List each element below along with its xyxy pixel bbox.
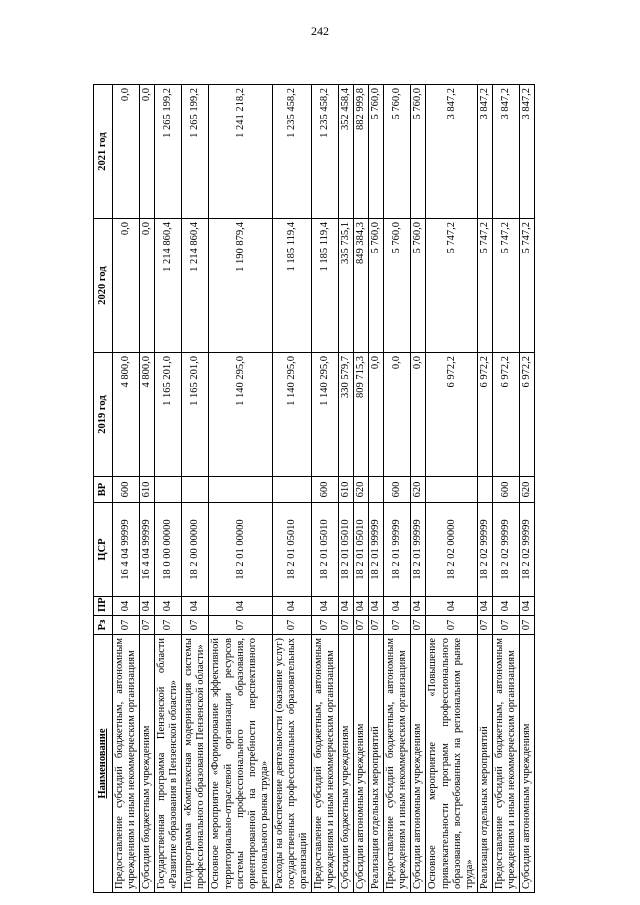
cell-2019: 330 579,7 bbox=[339, 353, 354, 477]
cell-vr bbox=[426, 477, 477, 503]
cell-2020: 1 185 119,4 bbox=[311, 219, 338, 353]
cell-csr: 18 2 00 00000 bbox=[182, 503, 209, 597]
cell-rz: 07 bbox=[384, 616, 411, 635]
cell-2019: 0,0 bbox=[369, 353, 384, 477]
table-row bbox=[311, 85, 338, 893]
cell-2020: 0,0 bbox=[140, 219, 155, 353]
cell-2020: 335 735,1 bbox=[339, 219, 354, 353]
header-pr: ПР bbox=[94, 597, 113, 616]
cell-csr: 16 4 04 99999 bbox=[140, 503, 155, 597]
table-row bbox=[426, 85, 477, 893]
cell-vr: 620 bbox=[354, 477, 369, 503]
cell-2019: 809 715,3 bbox=[354, 353, 369, 477]
cell-csr: 16 4 04 99999 bbox=[113, 503, 140, 597]
cell-2020: 0,0 bbox=[113, 219, 140, 353]
cell-2021: 3 847,2 bbox=[519, 85, 534, 219]
header-2020: 2020 год bbox=[94, 219, 113, 353]
cell-csr: 18 2 01 05010 bbox=[311, 503, 338, 597]
cell-rz: 07 bbox=[477, 616, 492, 635]
cell-2021: 1 241 218,2 bbox=[209, 85, 272, 219]
cell-rz: 07 bbox=[339, 616, 354, 635]
cell-pr: 04 bbox=[477, 597, 492, 616]
cell-2021: 3 847,2 bbox=[477, 85, 492, 219]
cell-pr: 04 bbox=[182, 597, 209, 616]
cell-pr: 04 bbox=[384, 597, 411, 616]
rotated-table-container bbox=[93, 85, 559, 893]
cell-name: Государственная программа Пензенской области «Развитие образования в Пензенской области» bbox=[155, 635, 182, 893]
cell-vr bbox=[272, 477, 311, 503]
cell-name: Предоставление субсидий бюджетным, автономным учреждениям и иным некоммерческим организациям bbox=[113, 635, 140, 893]
cell-2019: 1 140 295,0 bbox=[272, 353, 311, 477]
cell-2020: 5 760,0 bbox=[384, 219, 411, 353]
cell-2019: 0,0 bbox=[384, 353, 411, 477]
cell-vr: 600 bbox=[113, 477, 140, 503]
cell-2021: 1 235 458,2 bbox=[311, 85, 338, 219]
cell-2021: 882 999,8 bbox=[354, 85, 369, 219]
cell-vr: 600 bbox=[492, 477, 519, 503]
cell-pr: 04 bbox=[113, 597, 140, 616]
table-row bbox=[384, 85, 411, 893]
cell-vr bbox=[477, 477, 492, 503]
cell-vr: 620 bbox=[411, 477, 426, 503]
cell-2020: 5 747,2 bbox=[492, 219, 519, 353]
cell-2019: 6 972,2 bbox=[519, 353, 534, 477]
cell-name: Подпрограмма «Комплексная модернизация системы профессионального образования Пензенской области» bbox=[182, 635, 209, 893]
cell-pr: 04 bbox=[209, 597, 272, 616]
table-row bbox=[519, 85, 534, 893]
budget-table bbox=[93, 84, 535, 893]
cell-2019: 1 140 295,0 bbox=[311, 353, 338, 477]
cell-rz: 07 bbox=[140, 616, 155, 635]
cell-csr: 18 2 02 99999 bbox=[519, 503, 534, 597]
cell-csr: 18 2 02 00000 bbox=[426, 503, 477, 597]
cell-pr: 04 bbox=[140, 597, 155, 616]
cell-2019: 1 140 295,0 bbox=[209, 353, 272, 477]
header-2021: 2021 год bbox=[94, 85, 113, 219]
cell-rz: 07 bbox=[182, 616, 209, 635]
cell-csr: 18 2 01 05010 bbox=[354, 503, 369, 597]
cell-name: Предоставление субсидий бюджетным, автономным учреждениям и иным некоммерческим организациям bbox=[384, 635, 411, 893]
cell-2020: 849 384,3 bbox=[354, 219, 369, 353]
cell-pr: 04 bbox=[411, 597, 426, 616]
cell-rz: 07 bbox=[492, 616, 519, 635]
cell-rz: 07 bbox=[209, 616, 272, 635]
cell-pr: 04 bbox=[311, 597, 338, 616]
cell-csr: 18 2 01 99999 bbox=[369, 503, 384, 597]
cell-2021: 1 235 458,2 bbox=[272, 85, 311, 219]
cell-rz: 07 bbox=[354, 616, 369, 635]
cell-vr: 620 bbox=[519, 477, 534, 503]
cell-vr: 600 bbox=[384, 477, 411, 503]
table-row bbox=[272, 85, 311, 893]
cell-pr: 04 bbox=[354, 597, 369, 616]
cell-2019: 0,0 bbox=[411, 353, 426, 477]
cell-name: Субсидии бюджетным учреждениям bbox=[339, 635, 354, 893]
table-header-row bbox=[94, 85, 113, 893]
cell-rz: 07 bbox=[311, 616, 338, 635]
cell-name: Предоставление субсидий бюджетным, автономным учреждениям и иным некоммерческим организациям bbox=[311, 635, 338, 893]
table-row bbox=[411, 85, 426, 893]
cell-vr bbox=[182, 477, 209, 503]
cell-pr: 04 bbox=[155, 597, 182, 616]
cell-2020: 1 214 860,4 bbox=[182, 219, 209, 353]
cell-2021: 5 760,0 bbox=[411, 85, 426, 219]
cell-name: Субсидии автономным учреждениям bbox=[411, 635, 426, 893]
cell-vr bbox=[209, 477, 272, 503]
cell-rz: 07 bbox=[426, 616, 477, 635]
cell-2019: 6 972,2 bbox=[426, 353, 477, 477]
cell-csr: 18 2 02 99999 bbox=[492, 503, 519, 597]
cell-pr: 04 bbox=[272, 597, 311, 616]
cell-csr: 18 2 02 99999 bbox=[477, 503, 492, 597]
cell-2021: 352 458,4 bbox=[339, 85, 354, 219]
cell-vr: 600 bbox=[311, 477, 338, 503]
cell-2019: 6 972,2 bbox=[492, 353, 519, 477]
cell-2021: 3 847,2 bbox=[426, 85, 477, 219]
table-row bbox=[155, 85, 182, 893]
cell-vr: 610 bbox=[140, 477, 155, 503]
header-csr: ЦСР bbox=[94, 503, 113, 597]
cell-name: Предоставление субсидий бюджетным, автономным учреждениям и иным некоммерческим организациям bbox=[492, 635, 519, 893]
cell-vr: 610 bbox=[339, 477, 354, 503]
cell-2019: 4 800,0 bbox=[140, 353, 155, 477]
header-rz: Рз bbox=[94, 616, 113, 635]
cell-name: Субсидии автономным учреждениям bbox=[519, 635, 534, 893]
cell-2021: 5 760,0 bbox=[369, 85, 384, 219]
cell-pr: 04 bbox=[492, 597, 519, 616]
cell-2021: 5 760,0 bbox=[384, 85, 411, 219]
header-2019: 2019 год bbox=[94, 353, 113, 477]
table-row bbox=[209, 85, 272, 893]
header-name: Наименование bbox=[94, 635, 113, 893]
cell-rz: 07 bbox=[113, 616, 140, 635]
cell-csr: 18 2 01 00000 bbox=[209, 503, 272, 597]
cell-2021: 1 265 199,2 bbox=[182, 85, 209, 219]
cell-name: Основное мероприятие «Формирование эффективной территориально-отраслевой организации ресурсов системы профессионального образования, ориентированной на потребности перспективного регионального рынка труда» bbox=[209, 635, 272, 893]
table-row bbox=[354, 85, 369, 893]
cell-csr: 18 2 01 05010 bbox=[272, 503, 311, 597]
cell-csr: 18 0 00 00000 bbox=[155, 503, 182, 597]
cell-pr: 04 bbox=[339, 597, 354, 616]
table-row bbox=[182, 85, 209, 893]
cell-name: Расходы на обеспечение деятельности (оказание услуг) государственных профессиональных образовательных организаций bbox=[272, 635, 311, 893]
cell-2020: 5 760,0 bbox=[369, 219, 384, 353]
cell-name: Реализация отдельных мероприятий bbox=[369, 635, 384, 893]
cell-name: Основное мероприятие «Повышение привлекательности программ профессионального образования, востребованных на региональном рынке труда» bbox=[426, 635, 477, 893]
table-row bbox=[369, 85, 384, 893]
cell-rz: 07 bbox=[155, 616, 182, 635]
cell-csr: 18 2 01 99999 bbox=[384, 503, 411, 597]
cell-2019: 6 972,2 bbox=[477, 353, 492, 477]
cell-2021: 0,0 bbox=[140, 85, 155, 219]
cell-pr: 04 bbox=[426, 597, 477, 616]
cell-2020: 1 190 879,4 bbox=[209, 219, 272, 353]
cell-pr: 04 bbox=[369, 597, 384, 616]
cell-name: Субсидии автономным учреждениям bbox=[354, 635, 369, 893]
cell-csr: 18 2 01 05010 bbox=[339, 503, 354, 597]
cell-2020: 1 185 119,4 bbox=[272, 219, 311, 353]
cell-csr: 18 2 01 99999 bbox=[411, 503, 426, 597]
cell-rz: 07 bbox=[519, 616, 534, 635]
cell-name: Реализация отдельных мероприятий bbox=[477, 635, 492, 893]
table-row bbox=[477, 85, 492, 893]
cell-2021: 3 847,2 bbox=[492, 85, 519, 219]
cell-2020: 1 214 860,4 bbox=[155, 219, 182, 353]
table-row bbox=[339, 85, 354, 893]
cell-pr: 04 bbox=[519, 597, 534, 616]
cell-rz: 07 bbox=[411, 616, 426, 635]
cell-name: Субсидии бюджетным учреждениям bbox=[140, 635, 155, 893]
cell-2019: 1 165 201,0 bbox=[182, 353, 209, 477]
table-row bbox=[492, 85, 519, 893]
cell-2019: 1 165 201,0 bbox=[155, 353, 182, 477]
cell-2020: 5 760,0 bbox=[411, 219, 426, 353]
table-row bbox=[113, 85, 140, 893]
cell-rz: 07 bbox=[369, 616, 384, 635]
table-row bbox=[140, 85, 155, 893]
cell-2020: 5 747,2 bbox=[477, 219, 492, 353]
page-number: 242 bbox=[311, 24, 329, 38]
cell-2020: 5 747,2 bbox=[519, 219, 534, 353]
cell-vr bbox=[369, 477, 384, 503]
header-vr: ВР bbox=[94, 477, 113, 503]
cell-vr bbox=[155, 477, 182, 503]
cell-2021: 0,0 bbox=[113, 85, 140, 219]
cell-2020: 5 747,2 bbox=[426, 219, 477, 353]
cell-rz: 07 bbox=[272, 616, 311, 635]
cell-2019: 4 800,0 bbox=[113, 353, 140, 477]
cell-2021: 1 265 199,2 bbox=[155, 85, 182, 219]
